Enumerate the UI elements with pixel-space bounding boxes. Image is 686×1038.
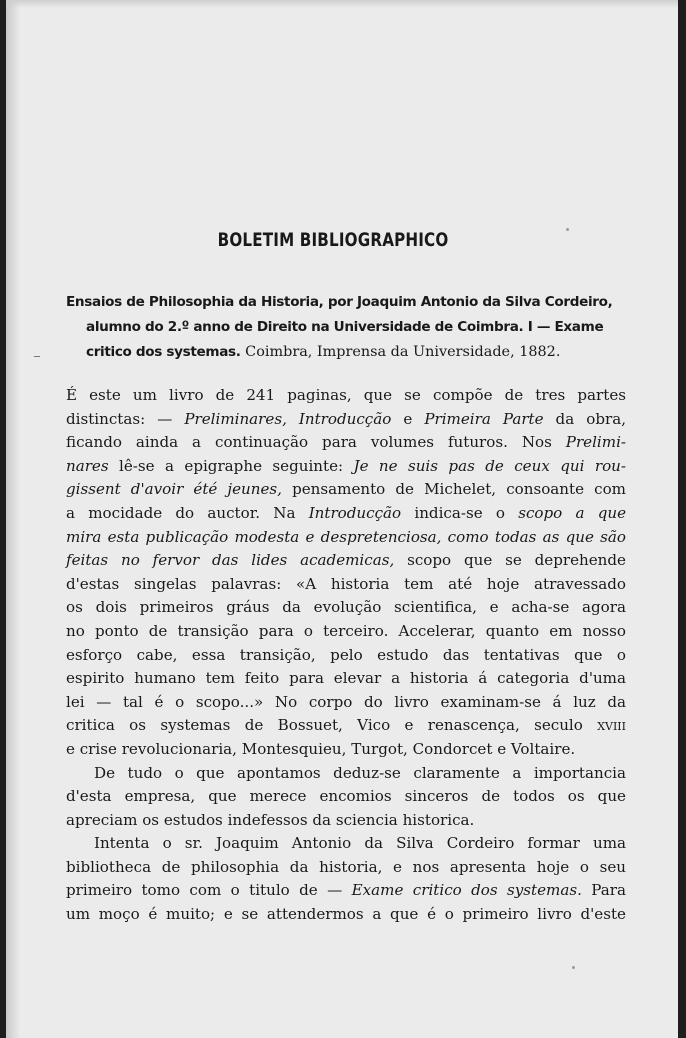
text-run: e crise revolucionaria, Montesquieu, Turgot, Condorcet e Voltaire. — [66, 739, 576, 758]
paper-speck — [566, 228, 569, 231]
review-text — [66, 384, 626, 927]
book-page — [6, 0, 678, 1038]
text-line — [66, 691, 626, 715]
text-line — [66, 644, 626, 668]
text-line — [66, 809, 626, 833]
text-run: e — [391, 409, 425, 428]
text-run: lei — tal é o scopo...» No corpo do livro examinam-se á luz da — [66, 692, 626, 711]
text-run: pensamento de Michelet, consoante com — [281, 480, 626, 499]
text-line — [66, 526, 626, 550]
text-run: scopo que se deprehende — [394, 551, 626, 570]
text-run: bibliotheca de philosophia da historia, e nos apresenta hoje o seu — [66, 857, 626, 876]
text-line — [66, 762, 626, 786]
text-line — [66, 903, 626, 927]
text-line — [66, 785, 626, 809]
text-line — [66, 478, 626, 502]
small-caps-text: xviii — [597, 716, 626, 735]
text-line — [66, 714, 626, 738]
text-line — [66, 667, 626, 691]
italic-text: Je ne suis pas de ceux qui rou- — [353, 456, 626, 475]
text-line — [66, 384, 626, 408]
text-line — [66, 431, 626, 455]
text-run: É este um livro de 241 paginas, que se compõe de tres partes — [66, 386, 626, 404]
italic-text: Exame critico dos systemas. — [351, 881, 582, 900]
text-run: um moço é muito; e se attendermos a que é o primeiro livro d'este — [66, 905, 626, 924]
page-title: BOLETIM BIBLIOGRAPHICO — [217, 230, 449, 251]
italic-text: Prelimi- — [565, 433, 626, 452]
entry-imprint: Coimbra, Imprensa da Universidade, 1882. — [240, 344, 561, 360]
text-run: Para — [581, 881, 626, 900]
entry-subtitle: critico dos systemas. — [86, 344, 241, 360]
text-line — [66, 455, 626, 479]
italic-text: Introducção — [308, 503, 402, 522]
text-run: indica-se o — [401, 503, 519, 522]
text-line — [66, 408, 626, 432]
text-run: critica os systemas de Bossuet, Vico e renascença, seculo — [66, 716, 598, 735]
text-line — [66, 549, 626, 573]
text-run: lê-se a epigraphe seguinte: — [108, 456, 354, 475]
text-line — [66, 502, 626, 526]
text-run: ficando ainda a continuação para volumes futuros. Nos — [66, 433, 566, 452]
paragraph — [66, 832, 626, 926]
paragraph — [66, 384, 626, 762]
text-run: espirito humano tem feito para elevar a historia á categoria d'uma — [66, 669, 626, 688]
text-run: distinctas: — — [66, 409, 185, 428]
text-run: apreciam os estudos indefessos da sciencia historica. — [66, 810, 475, 829]
page-gutter-shadow — [6, 0, 20, 1038]
text-line — [66, 738, 626, 762]
text-run: esforço cabe, essa transição, pelo estudo das tentativas que o — [66, 645, 626, 664]
paper-speck — [572, 966, 575, 969]
text-run: d'esta empresa, que merece encomios sinceros de todos os que — [66, 787, 626, 806]
text-run: De tudo o que apontamos deduz-se claramente a importancia — [94, 763, 626, 782]
text-run: os dois primeiros gráus da evolução scientifica, e acha-se agora — [66, 598, 626, 617]
italic-text: scopo a que — [518, 503, 627, 522]
text-line — [66, 596, 626, 620]
text-run: da obra, — [543, 409, 627, 428]
paragraph — [66, 762, 626, 833]
text-line — [66, 620, 626, 644]
text-line — [66, 856, 626, 880]
italic-text: Preliminares, Introducção — [184, 409, 392, 428]
text-run: a mocidade do auctor. Na — [66, 503, 309, 522]
italic-text: feitas no fervor das lides academicas, — [66, 551, 395, 570]
bibliographic-entry — [66, 290, 626, 365]
italic-text: mira esta publicação modesta e despretenciosa, como todas as que são — [66, 527, 626, 546]
text-line — [66, 879, 626, 903]
entry-line: alumno do 2.º anno de Direito na Universidade de Coimbra. I — Exame — [86, 319, 604, 335]
margin-mark — [34, 356, 40, 357]
page-top-shadow — [6, 0, 678, 8]
entry-line: Ensaios de Philosophia da Historia, por Joaquim Antonio da Silva Cordeiro, — [66, 294, 613, 310]
text-line — [66, 832, 626, 856]
text-run: primeiro tomo com o titulo de — — [66, 881, 352, 900]
text-line — [66, 573, 626, 597]
text-run: d'estas singelas palavras: «A historia tem até hoje atravessado — [66, 574, 626, 593]
italic-text: nares — [66, 456, 109, 475]
italic-text: Primeira Parte — [424, 409, 544, 428]
entry-line — [66, 340, 626, 365]
text-run: no ponto de transição para o terceiro. Accelerar, quanto em nosso — [66, 621, 626, 640]
italic-text: gissent d'avoir été jeunes, — [66, 480, 282, 499]
text-run: Intenta o sr. Joaquim Antonio da Silva Cordeiro formar uma — [94, 834, 626, 853]
